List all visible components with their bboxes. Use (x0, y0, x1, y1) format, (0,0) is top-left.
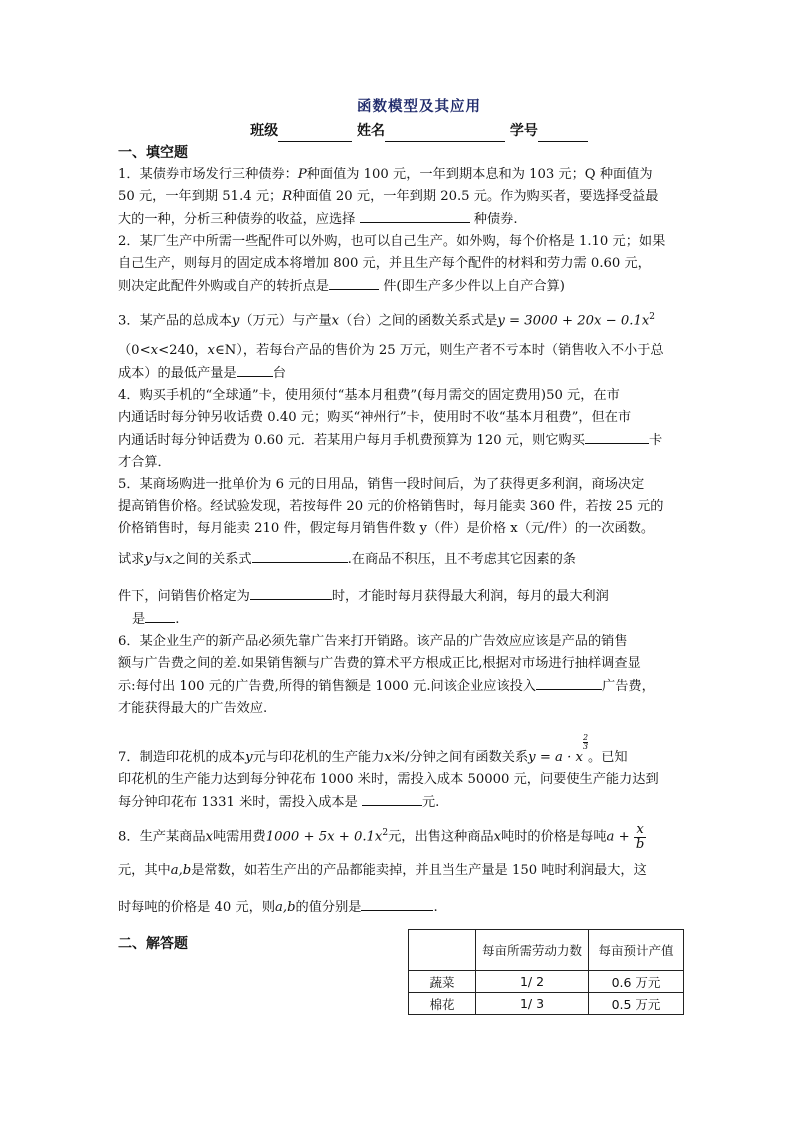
q5-l4b: 与 (151, 552, 166, 568)
q3-text-c: （台）之间的函数关系式是 (339, 313, 498, 329)
q7-text-b: 元与印花机的生产能力 (252, 750, 385, 766)
q5-l6a: 是 (132, 612, 146, 628)
q8-l2a: 元，其中 (118, 862, 171, 878)
q1-text-a: 1．某债券市场发行三种债券： (118, 167, 298, 182)
q8-text-b: 吨需用费 (212, 829, 266, 845)
table-cell: 0.5 万元 (589, 993, 684, 1015)
table-header-cell: 每亩预计产值 (589, 930, 684, 971)
q8-frac-den: b (635, 836, 645, 852)
q6-line-4: 才能获得最大的广告效应. (118, 701, 268, 717)
q8-l3a: 时每吨的价格是 40 元，则 (118, 899, 276, 915)
q1-text-d: 种面值 20 元，一年到期 20.5 元。作为购买者，要选择受益最 (292, 189, 659, 204)
q8-fraction (634, 823, 646, 852)
spacer (118, 298, 680, 306)
question-1 (118, 164, 680, 231)
q8-var-ab2: a,b (275, 899, 296, 915)
q5-line-1: 5．某商场购进一批单价为 6 元的日用品，销售一段时间后，为了获得更多利润，商场决定 (118, 477, 645, 493)
q7-answer-blank[interactable] (362, 791, 422, 806)
table-cell: 0.6 万元 (589, 971, 684, 993)
spacer (118, 814, 680, 822)
question-5-cont (118, 548, 680, 571)
q8-var-ab: a,b (170, 862, 192, 878)
question-8-cont2 (118, 896, 680, 919)
q1-text-c: 50 元，一年到期 51.4 元； (118, 189, 283, 204)
q5-line-3: 价格销售时，每月能卖 210 件，假定每月销售件数 y（件）是价格 x（元/件）的一次函数。 (118, 521, 655, 537)
q5-answer-blank-1[interactable] (252, 548, 348, 563)
spacer (118, 540, 680, 548)
q6-line-3a: 示:每付出 100 元的广告费,所得的销售额是 1000 元.问该企业应该投入 (118, 679, 537, 695)
q7-var-x: x (384, 750, 392, 766)
q8-var-x: x (205, 829, 213, 845)
q4-line-3a: 内通话时每分钟话费为 0.60 元．若某用户每月手机费预算为 120 元，则它购买 (118, 433, 585, 449)
q3-l2c: ∈N），若每台产品的售价为 25 万元，则生产者不亏本时（销售收入不小于总 (214, 343, 664, 359)
q7-text-c: 米/分钟之间有函数关系 (391, 750, 529, 766)
data-table (408, 929, 684, 1015)
q1-text-b: 种面值为 100 元，一年到期本息和为 103 元；Q 种面值为 (306, 167, 653, 182)
question-8-cont (118, 860, 680, 882)
q3-l2b: <240， (158, 343, 208, 359)
section-solve: 二、解答题 (118, 935, 188, 952)
worksheet (118, 96, 680, 955)
table-row (409, 993, 684, 1015)
q2-line-3b: 件(即生产多少件以上自产合算) (383, 279, 565, 294)
q1-answer-blank[interactable] (360, 208, 470, 223)
q5-answer-blank-2[interactable] (250, 585, 332, 600)
q5-l4d: .在商品不积压，且不考虑其它因素的条 (347, 552, 576, 568)
q4-answer-blank[interactable] (585, 429, 649, 444)
q5-l5a: 件下，问销售价格定为 (118, 589, 250, 605)
q2-line-3a: 则决定此配件外购或自产的转折点是 (118, 279, 329, 294)
q5-l5b: 时，才能时每月获得最大利润，每月的最大利润 (331, 589, 609, 605)
q5-l4c: 之间的关系式 (172, 552, 252, 568)
q3-text-b: （万元）与产量 (239, 313, 332, 329)
question-3 (118, 306, 680, 332)
class-label: 班级 (250, 123, 279, 139)
q7-exp-den: 3 (582, 742, 589, 752)
spacer (118, 332, 680, 340)
name-label: 姓名 (357, 123, 385, 139)
q7-text-d: 。已知 (588, 750, 628, 766)
q7-line-3b: 元. (421, 795, 440, 811)
q5-var-x: x (165, 552, 173, 568)
student-info-line (158, 120, 680, 142)
q7-line-2: 印花机的生产能力达到每分钟花布 1000 米时，需投入成本 50000 元，问要使生产能力达到 (118, 772, 659, 788)
q7-formula: y = a · x (528, 750, 583, 766)
question-5 (118, 474, 680, 540)
q3-exponent: 2 (649, 312, 656, 322)
q8-exponent: 2 (382, 828, 389, 839)
q8-formula: 1000 + 5x + 0.1x (265, 829, 383, 845)
q3-l2a: （0< (118, 343, 151, 359)
q7-line-3a: 每分钟印花布 1331 米时，需投入成本是 (118, 795, 358, 811)
q3-text-a: 3．某产品的总成本 (118, 313, 232, 329)
section-fill-in: 一、填空题 (118, 145, 188, 161)
q8-l3c: . (433, 899, 438, 915)
question-6 (118, 631, 680, 720)
q5-l6b: . (175, 612, 180, 628)
table-header-cell: 每亩所需劳动力数 (476, 930, 589, 971)
q4-line-1: 4．购买手机的“全球通”卡，使用须付“基本月租费”(每月需交的固定费用)50 元，在市 (118, 388, 620, 404)
spacer (118, 852, 680, 860)
table-cell: 1/ 3 (476, 993, 589, 1015)
table-cell: 蔬菜 (409, 971, 476, 993)
id-blank[interactable] (538, 125, 588, 142)
q4-line-2: 内通话时每分钟另收话费 0.40 元；购买“神州行”卡，使用时不收“基本月租费”，但在市 (118, 410, 632, 426)
q5-var-y: y (144, 552, 152, 568)
table-header-cell (409, 930, 476, 971)
q8-text-d: 吨时的价格是每吨 (501, 829, 607, 845)
q2-line-1: 2．某厂生产中所需一些配件可以外购，也可以自己生产。如外购，每个价格是 1.10 元；如果 (118, 234, 666, 249)
q8-text-c: 元，出售这种商品 (388, 829, 494, 845)
table-row (409, 971, 684, 993)
spacer (118, 720, 680, 734)
q8-text-a: 8．生产某商品 (118, 829, 206, 845)
name-blank[interactable] (385, 125, 505, 142)
table-cell: 1/ 2 (476, 971, 589, 993)
q7-exp-num: 2 (582, 733, 589, 743)
q8-l2b: 是常数，如若生产出的产品都能卖掉，并且当生产量是 150 吨时利润最大，这 (191, 862, 647, 878)
q6-line-1: 6．某企业生产的新产品必须先靠广告来打开销路。该产品的广告效应应该是产品的销售 (118, 634, 628, 650)
id-label: 学号 (509, 123, 538, 139)
q5-l4a: 试求 (118, 552, 145, 568)
q3-l2-var-x2: x (207, 343, 215, 359)
question-5-cont2 (118, 585, 680, 631)
question-8 (118, 822, 680, 851)
q7-text-a: 7．制造印花机的成本 (118, 750, 246, 766)
table-header-row (409, 930, 684, 971)
question-2 (118, 231, 680, 298)
spacer (118, 882, 680, 896)
q5-line-2: 提高销售价格。经试验发现，若按每件 20 元的价格销售时，每月能卖 360 件，若按 25 元的 (118, 499, 664, 515)
spacer (118, 571, 680, 585)
q8-l3b: 的值分别是 (295, 899, 362, 915)
q4-line-3b: 卡 (648, 433, 663, 449)
q3-var-y: y (231, 313, 240, 329)
q8-answer-blank[interactable] (361, 896, 433, 911)
question-4 (118, 385, 680, 474)
q5-answer-blank-3[interactable] (145, 608, 175, 623)
q3-var-x: x (331, 313, 340, 329)
q1-text-f: 种债券. (473, 212, 518, 227)
q8-frac-num: x (634, 823, 646, 838)
q2-line-2: 自己生产，则每月的固定成本将增加 800 元，并且生产每个配件的材料和劳力需 0.60 元， (118, 256, 651, 271)
q1-text-e: 大的一种，分析三种债券的收益，应选择 (118, 212, 356, 227)
class-blank[interactable] (278, 125, 352, 142)
question-3-cont (118, 340, 680, 385)
q3-answer-blank[interactable] (237, 362, 273, 377)
question-7 (118, 734, 680, 814)
q8-var-x2: x (493, 829, 502, 845)
q3-l3b: 台 (272, 366, 286, 382)
q1-var-p: P (297, 167, 307, 182)
q7-exponent (583, 734, 588, 751)
q6-line-2: 额与广告费之间的差.如果销售额与广告费的算术平方根成正比,根据对市场进行抽样调查显 (118, 656, 641, 672)
q3-l3a: 成本）的最低产量是 (118, 366, 237, 382)
q1-var-r: R (282, 189, 293, 204)
q6-answer-blank[interactable] (536, 675, 602, 690)
q3-formula: y = 3000 + 20x − 0.1x (497, 313, 650, 329)
q8-price-a: a + (606, 829, 630, 845)
q3-l2-var-x: x (150, 343, 159, 359)
q2-answer-blank[interactable] (329, 275, 379, 290)
q7-var-y: y (245, 750, 253, 766)
page-title: 函数模型及其应用 (357, 98, 481, 115)
q6-line-3b: 广告费， (602, 679, 655, 695)
q4-line-4: 才合算． (118, 455, 171, 471)
table-cell: 棉花 (409, 993, 476, 1015)
